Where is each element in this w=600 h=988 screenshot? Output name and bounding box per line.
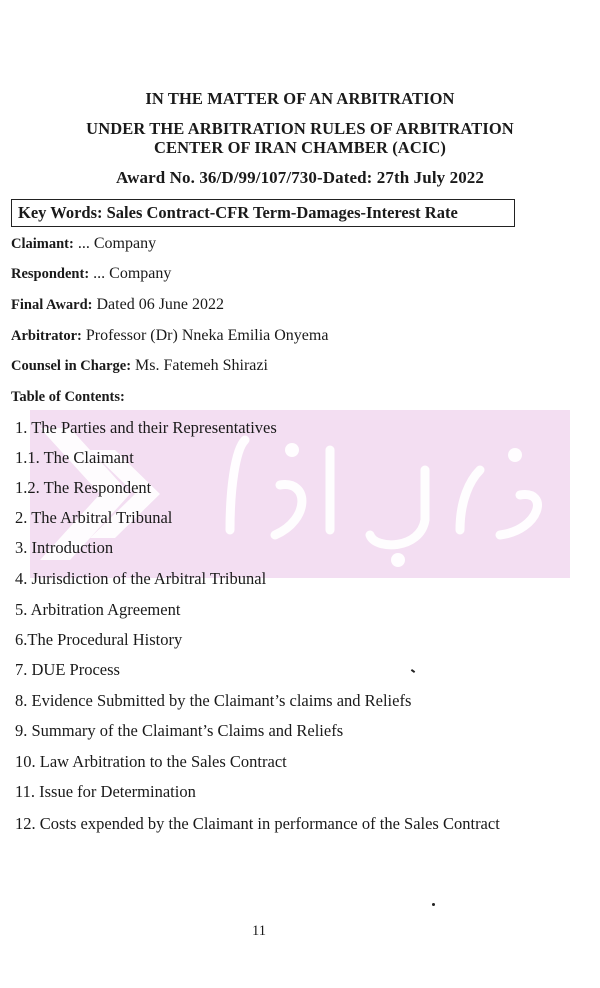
toc-item: 1.1. The Claimant xyxy=(15,448,134,467)
meta-respondent xyxy=(11,265,171,283)
heading-rules: UNDER THE ARBITRATION RULES OF ARBITRATION xyxy=(86,119,514,138)
heading-matter: IN THE MATTER OF AN ARBITRATION xyxy=(145,89,455,108)
meta-claimant xyxy=(11,235,156,253)
meta-value: Dated 06 June 2022 xyxy=(92,296,225,313)
ink-speck xyxy=(411,669,415,673)
toc-item: 1. The Parties and their Representatives xyxy=(15,418,277,437)
heading-award-number: Award No. 36/D/99/107/730-Dated: 27th July 2022 xyxy=(116,168,484,187)
toc-item: 5. Arbitration Agreement xyxy=(15,600,181,619)
meta-label: Final Award: xyxy=(11,297,93,313)
toc-item: 7. DUE Process xyxy=(15,660,120,679)
toc-item: 11. Issue for Determination xyxy=(15,782,196,801)
toc-item: 6.The Procedural History xyxy=(15,630,183,649)
meta-value: Professor (Dr) Nneka Emilia Onyema xyxy=(81,327,329,344)
toc-item: 10. Law Arbitration to the Sales Contract xyxy=(15,752,287,771)
toc-item: 3. Introduction xyxy=(15,538,114,557)
toc-title: Table of Contents: xyxy=(11,389,125,405)
toc-item: 4. Jurisdiction of the Arbitral Tribunal xyxy=(15,569,267,588)
toc-item: 9. Summary of the Claimant’s Claims and Reliefs xyxy=(15,721,344,740)
meta-value: Ms. Fatemeh Shirazi xyxy=(131,357,268,374)
meta-value: ... Company xyxy=(89,265,172,282)
meta-label: Arbitrator: xyxy=(11,328,82,344)
meta-value: ... Company xyxy=(73,235,157,252)
meta-arbitrator xyxy=(11,327,328,345)
meta-counsel xyxy=(11,357,268,375)
meta-final-award xyxy=(11,296,224,314)
ink-speck xyxy=(432,903,435,906)
toc-item: 1.2. The Respondent xyxy=(15,478,152,497)
toc-item: 2. The Arbitral Tribunal xyxy=(15,508,173,527)
keywords-box: Key Words: Sales Contract-CFR Term-Damages-Interest Rate xyxy=(11,199,515,227)
heading-center: CENTER OF IRAN CHAMBER (ACIC) xyxy=(154,138,446,157)
meta-label: Respondent: xyxy=(11,266,90,282)
meta-label: Counsel in Charge: xyxy=(11,358,132,374)
toc-item: 8. Evidence Submitted by the Claimant’s claims and Reliefs xyxy=(15,691,412,710)
page-number: 11 xyxy=(252,923,266,939)
meta-label: Claimant: xyxy=(11,236,74,252)
toc-item: 12. Costs expended by the Claimant in performance of the Sales Contract xyxy=(15,814,500,833)
